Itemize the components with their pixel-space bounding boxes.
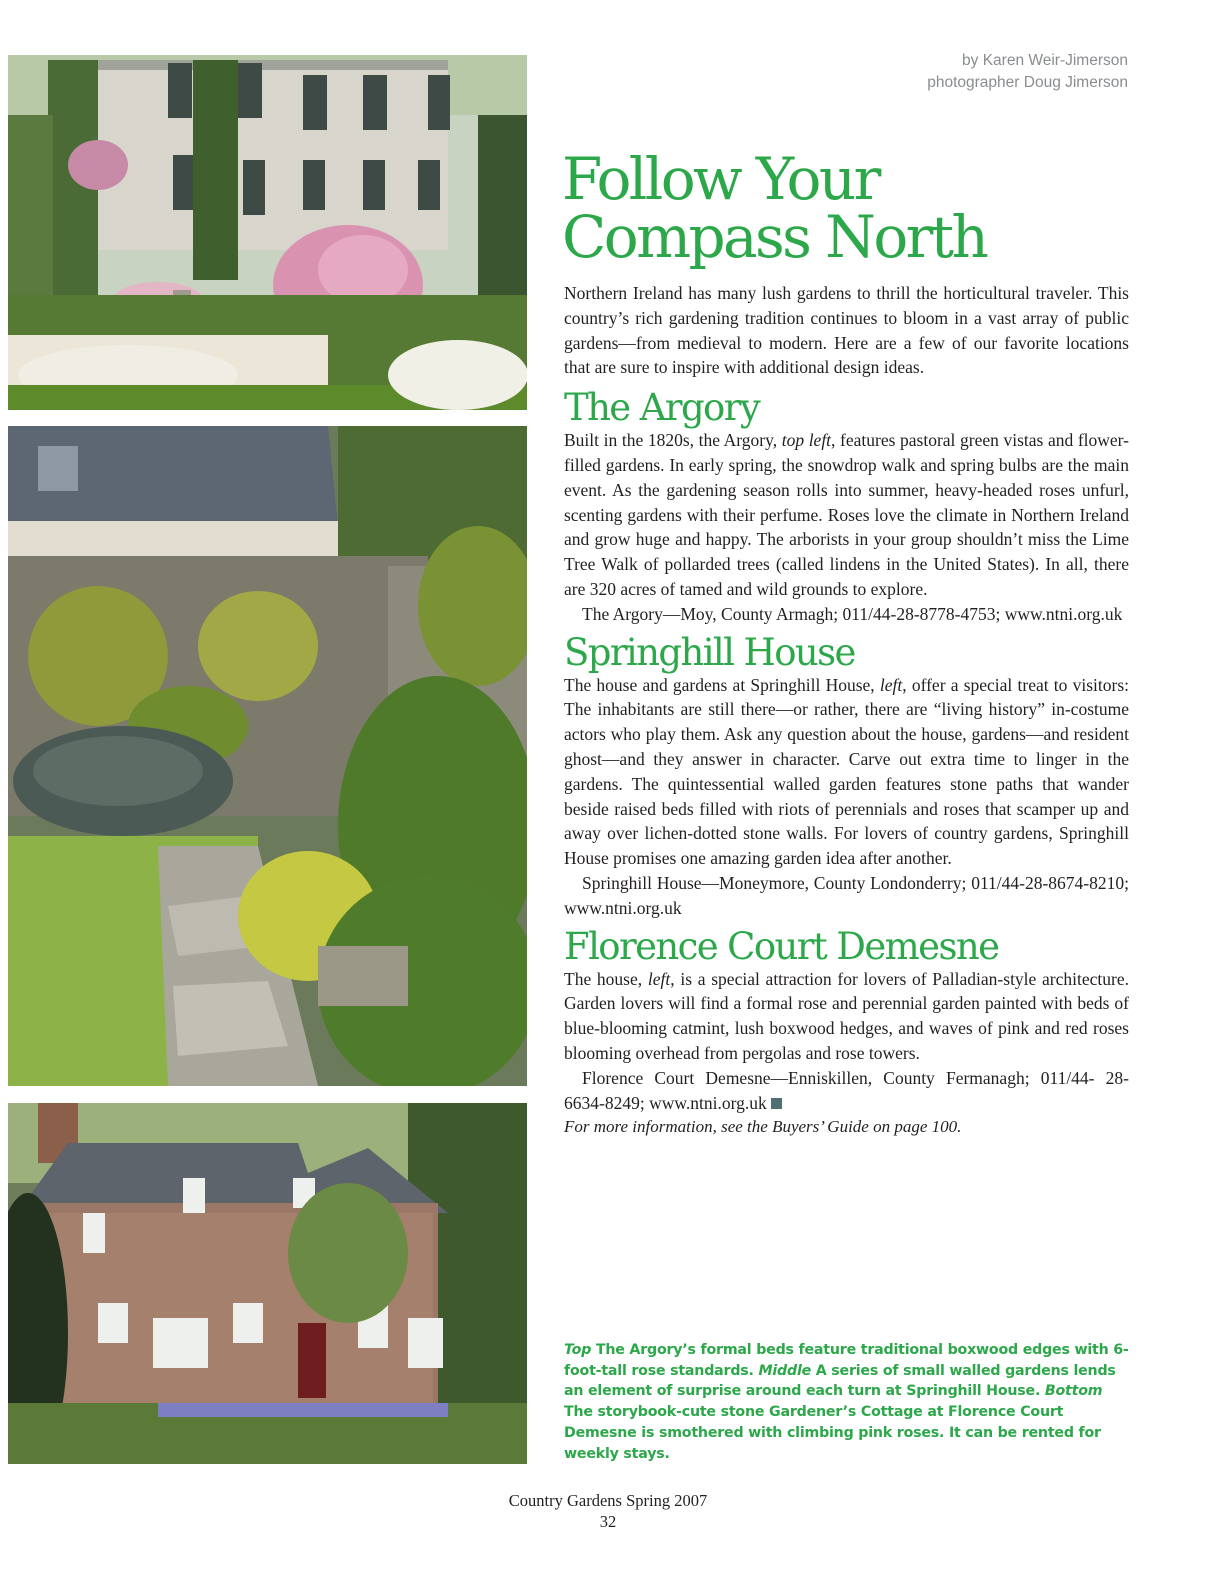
photographer-credit: photographer Doug Jimerson — [927, 74, 1128, 91]
cottage-image — [8, 1103, 527, 1464]
more-info-note: For more information, see the Buyers’ Guide on page 100. — [564, 1117, 962, 1137]
caption-label-middle: Middle — [758, 1362, 812, 1379]
article-body — [564, 281, 1129, 1139]
section-heading-argory: The Argory — [564, 386, 760, 430]
title-line-1: Follow Your — [562, 145, 879, 213]
photo-springhill-walled-garden — [8, 426, 527, 1086]
photo-argory-garden — [8, 55, 527, 410]
section-body-florence-court: The house, left, is a special attraction for lovers of Palladian-style architecture. Garden lovers will find a formal rose and perennial garden painted with beds of blue-blooming catmint, lush boxwood hedges, and waves of pink and red roses blooming overhead from pergolas and rose towers. — [564, 968, 1129, 1063]
caption-text-top: The Argory’s formal beds feature traditional boxwood edges with 6-foot-tall rose standards. — [564, 1342, 1129, 1379]
author-credit: by Karen Weir-Jimerson — [962, 52, 1128, 69]
end-mark-icon — [771, 1098, 782, 1109]
section-heading-springhill: Springhill House — [564, 630, 855, 674]
footer-publication: Country Gardens Spring 2007 — [508, 1491, 708, 1510]
section-contact-springhill: Springhill House—Moneymore, County Londonderry; 011/44-28-8674-8210; www.ntni.org.uk — [564, 872, 1129, 918]
argory-garden-image — [8, 55, 527, 410]
caption-label-top: Top — [564, 1342, 592, 1358]
section-contact-argory: The Argory—Moy, County Armagh; 011/44-28-8778-4753; www.ntni.org.uk — [582, 603, 1123, 624]
caption-label-bottom: Bottom — [1044, 1383, 1103, 1400]
section-heading-florence-court: Florence Court Demesne — [564, 924, 999, 968]
photo-florence-court-cottage — [8, 1103, 527, 1464]
section-body-springhill: The house and gardens at Springhill House, left, offer a special treat to visitors: The inhabitants are still there—or rather, there are “living history” in-costume actors who play them. Ask any question about the house, gardens—and resident ghost—and they answer in character. Carve out extra time to linger in the gardens. The quintessential walled garden features stone paths that wander beside raised beds filled with riots of perennials and roses that scamper up and away over lichen-dotted stone walls. For lovers of country gardens, Springhill House promises one amazing garden idea after another. — [564, 674, 1130, 869]
caption-text-bottom: The storybook-cute stone Gardener’s Cottage at Florence Court Demesne is smothered with climbing pink roses. It can be rented for weekly stays. — [564, 1404, 1101, 1462]
intro-paragraph: Northern Ireland has many lush gardens to thrill the horticultural traveler. This country’s rich gardening tradition continues to bloom in a vast array of public gardens—from medieval to modern. Here are a few of our favorite locations that are sure to inspire with additional design ideas. — [564, 283, 1129, 378]
title-line-2: Compass North — [562, 203, 987, 271]
section-contact-florence-court: Florence Court Demesne—Enniskillen, County Fermanagh; 011/44- 28-6634-8249; www.ntni.org.uk — [564, 1067, 1129, 1113]
photo-caption — [564, 1340, 1134, 1464]
page-number: 32 — [599, 1512, 617, 1531]
springhill-garden-image — [8, 426, 527, 1086]
section-body-argory: Built in the 1820s, the Argory, top left, features pastoral green vistas and flower-filled gardens. In early spring, the snowdrop walk and spring bulbs are the main event. As the gardening season rolls into summer, heavy-headed roses unfurl, scenting gardens with their perfume. Roses love the climate in Northern Ireland and grow huge and happy. The arborists in your group shouldn’t miss the Lime Tree Walk of pollarded trees (called lindens in the United States). In all, there are 320 acres of tamed and wild grounds to explore. — [564, 430, 1129, 599]
caption-text-middle: A series of small walled gardens lends an element of surprise around each turn at Springhill House. — [564, 1362, 1116, 1400]
article-title — [562, 145, 987, 271]
byline — [927, 50, 1128, 94]
